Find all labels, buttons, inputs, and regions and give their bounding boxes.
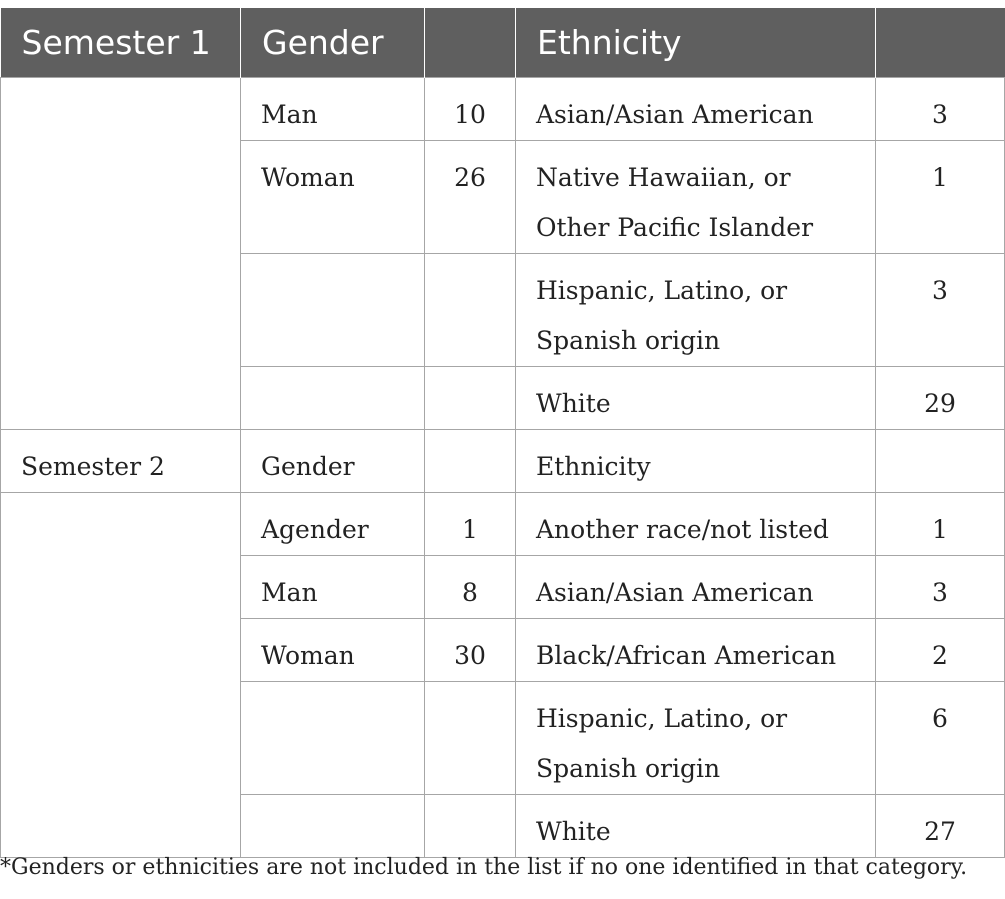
header-ethnicity: Ethnicity bbox=[516, 8, 876, 78]
gender-cell: Woman bbox=[241, 141, 425, 254]
gender-cell bbox=[241, 795, 425, 858]
ethnicity-count-cell: 6 bbox=[876, 682, 1005, 795]
gender-cell bbox=[241, 682, 425, 795]
ethnicity-count-cell: 3 bbox=[876, 78, 1005, 141]
table-row bbox=[1, 493, 1005, 556]
ethnicity-cell: Black/African American bbox=[516, 619, 876, 682]
semester-2-header-row bbox=[1, 430, 1005, 493]
semester-2-gender-header: Gender bbox=[241, 430, 425, 493]
gender-count-cell bbox=[425, 367, 516, 430]
demographics-table bbox=[0, 8, 1005, 858]
ethnicity-count-cell: 2 bbox=[876, 619, 1005, 682]
ethnicity-count-cell: 27 bbox=[876, 795, 1005, 858]
header-semester-1: Semester 1 bbox=[1, 8, 241, 78]
semester-1-label-cell bbox=[1, 78, 241, 430]
gender-cell: Man bbox=[241, 78, 425, 141]
header-ethnicity-count bbox=[876, 8, 1005, 78]
table-header-row bbox=[1, 8, 1005, 78]
ethnicity-count-cell: 3 bbox=[876, 556, 1005, 619]
semester-2-gender-count-header bbox=[425, 430, 516, 493]
header-gender-count bbox=[425, 8, 516, 78]
ethnicity-cell: Native Hawaiian, or Other Pacific Islander bbox=[516, 141, 876, 254]
ethnicity-cell: Hispanic, Latino, or Spanish origin bbox=[516, 682, 876, 795]
gender-cell bbox=[241, 254, 425, 367]
gender-count-cell bbox=[425, 795, 516, 858]
semester-2-label-cell bbox=[1, 493, 241, 858]
ethnicity-count-cell: 1 bbox=[876, 493, 1005, 556]
gender-cell: Agender bbox=[241, 493, 425, 556]
ethnicity-cell: White bbox=[516, 367, 876, 430]
gender-cell: Man bbox=[241, 556, 425, 619]
semester-2-ethnicity-count-header bbox=[876, 430, 1005, 493]
ethnicity-cell: White bbox=[516, 795, 876, 858]
gender-cell: Woman bbox=[241, 619, 425, 682]
gender-count-cell bbox=[425, 254, 516, 367]
semester-2-ethnicity-header: Ethnicity bbox=[516, 430, 876, 493]
semester-2-label: Semester 2 bbox=[1, 430, 241, 493]
demographics-table-wrapper bbox=[0, 8, 1005, 858]
ethnicity-cell: Another race/not listed bbox=[516, 493, 876, 556]
gender-cell bbox=[241, 367, 425, 430]
ethnicity-count-cell: 1 bbox=[876, 141, 1005, 254]
ethnicity-count-cell: 29 bbox=[876, 367, 1005, 430]
table-footnote: *Genders or ethnicities are not included in the list if no one identified in that category. bbox=[0, 855, 968, 880]
gender-count-cell: 10 bbox=[425, 78, 516, 141]
header-gender: Gender bbox=[241, 8, 425, 78]
gender-count-cell: 1 bbox=[425, 493, 516, 556]
ethnicity-count-cell: 3 bbox=[876, 254, 1005, 367]
gender-count-cell: 26 bbox=[425, 141, 516, 254]
table-row bbox=[1, 78, 1005, 141]
gender-count-cell bbox=[425, 682, 516, 795]
ethnicity-cell: Asian/Asian American bbox=[516, 78, 876, 141]
gender-count-cell: 8 bbox=[425, 556, 516, 619]
gender-count-cell: 30 bbox=[425, 619, 516, 682]
ethnicity-cell: Hispanic, Latino, or Spanish origin bbox=[516, 254, 876, 367]
ethnicity-cell: Asian/Asian American bbox=[516, 556, 876, 619]
